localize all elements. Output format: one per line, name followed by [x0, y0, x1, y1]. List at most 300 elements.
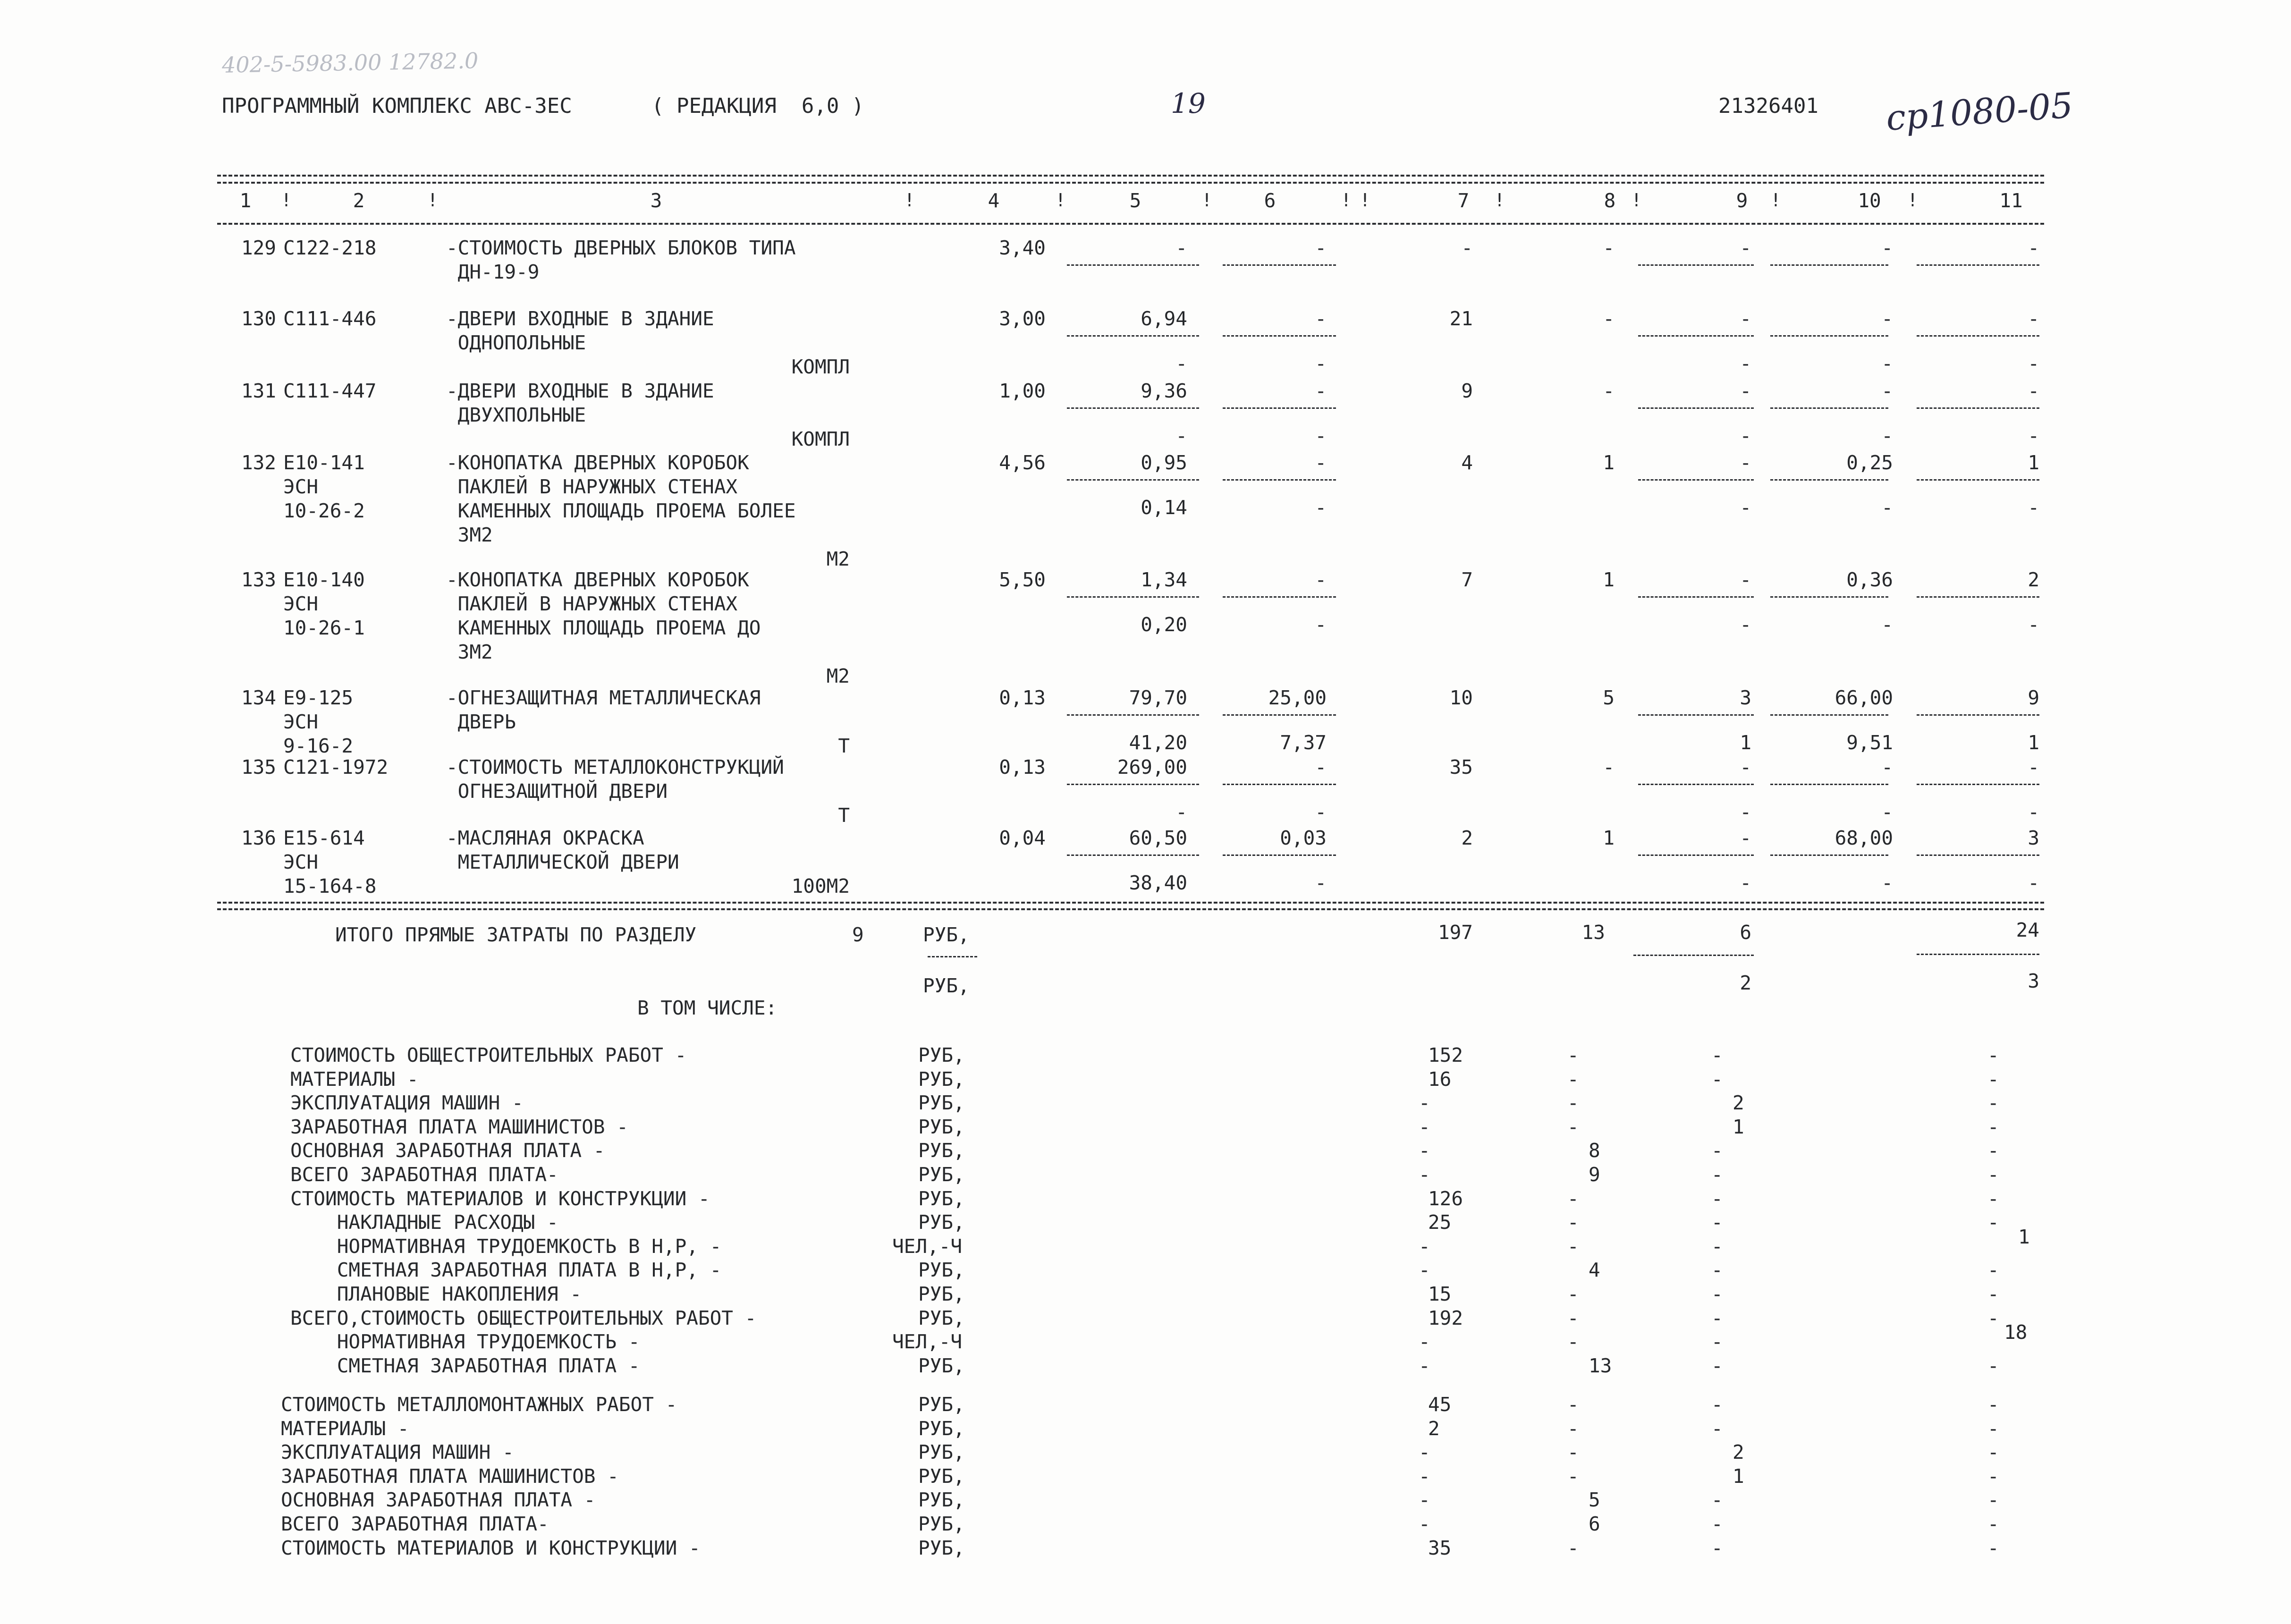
fraction-divider — [1770, 596, 1888, 598]
summary-machines: - — [1711, 1259, 1723, 1282]
total-wages: - — [1603, 237, 1615, 259]
summary-unit: РУБ, — [918, 1044, 965, 1066]
row-number: 133 — [241, 568, 276, 591]
total-wages: - — [1603, 756, 1615, 778]
summary-wages: 8 — [1589, 1139, 1600, 1162]
summary-labor: - — [1987, 1393, 1999, 1416]
labor-machinists-unit: - — [1881, 424, 1893, 447]
resource-code: С122-218 — [283, 237, 377, 259]
work-description: КАМЕННЫХ ПЛОЩАДЬ ПРОЕМА ДО — [446, 617, 761, 639]
column-separator: ! — [1631, 190, 1642, 211]
summary-cost: - — [1419, 1163, 1430, 1186]
row-number: 135 — [241, 756, 276, 778]
unit-cost-total: 0,95 — [1141, 451, 1187, 474]
summary-label: ВСЕГО,СТОИМОСТЬ ОБЩЕСТРОИТЕЛЬНЫХ РАБОТ - — [290, 1306, 757, 1329]
column-separator: ! — [1360, 190, 1370, 211]
totals-labor: 24 — [2016, 919, 2039, 941]
summary-unit: РУБ, — [918, 1489, 965, 1512]
unit-cost-machines: 25,00 — [1268, 686, 1327, 709]
unit-cost-machines: - — [1315, 756, 1327, 778]
summary-unit: РУБ, — [918, 1464, 965, 1488]
resource-code: 15-164-8 — [283, 875, 377, 897]
total-machines: - — [1740, 307, 1751, 330]
summary-wages: - — [1567, 1417, 1579, 1440]
fraction-divider — [1638, 596, 1754, 598]
unit-machinists-wages: - — [1315, 352, 1327, 375]
total-cost: - — [1461, 237, 1473, 259]
summary-machines: - — [1711, 1067, 1723, 1091]
summary-wages: 9 — [1589, 1163, 1600, 1186]
machinists-wages: - — [1740, 613, 1751, 636]
total-machines: - — [1740, 827, 1751, 849]
total-cost: 9 — [1461, 380, 1473, 402]
summary-labor: - — [1987, 1464, 1999, 1488]
fraction-divider — [1223, 784, 1336, 785]
fraction-divider — [1917, 335, 2039, 337]
labor-total: 3 — [2028, 827, 2039, 849]
labor-total: 1 — [2028, 451, 2039, 474]
totals-labor-machinists: 3 — [2028, 970, 2039, 992]
summary-unit: РУБ, — [918, 1393, 965, 1416]
fraction-divider — [1917, 714, 2039, 716]
totals-unit-divider — [928, 956, 977, 957]
work-description: ПАКЛЕЙ В НАРУЖНЫХ СТЕНАХ — [446, 592, 738, 615]
rows-bottom-rule — [217, 902, 2044, 904]
quantity: 5,50 — [999, 568, 1046, 591]
fraction-divider — [1067, 407, 1199, 409]
fraction-divider — [1917, 479, 2039, 481]
total-wages: - — [1603, 380, 1615, 402]
work-description: -МАСЛЯНАЯ ОКРАСКА — [446, 827, 644, 849]
summary-labor: - — [1987, 1163, 1999, 1186]
unit-wages: - — [1175, 352, 1187, 375]
summary-machines: - — [1711, 1044, 1723, 1066]
summary-cost: 15 — [1428, 1283, 1452, 1305]
totals-divider-11 — [1917, 954, 2039, 955]
summary-cost: 2 — [1428, 1417, 1440, 1440]
summary-machines: - — [1711, 1417, 1723, 1440]
summary-cost: - — [1419, 1091, 1430, 1115]
labor-per-unit: 66,00 — [1834, 686, 1893, 709]
summary-unit: РУБ, — [918, 1354, 965, 1377]
unit-wages: - — [1175, 424, 1187, 447]
fraction-divider — [1223, 479, 1336, 481]
total-cost: 7 — [1461, 568, 1473, 591]
work-description: ПАКЛЕЙ В НАРУЖНЫХ СТЕНАХ — [446, 475, 738, 498]
summary-cost: 152 — [1428, 1044, 1463, 1066]
summary-label: ЗАРАБОТНАЯ ПЛАТА МАШИНИСТОВ - — [281, 1464, 619, 1488]
fraction-divider — [1917, 854, 2039, 856]
totals-cost: 197 — [1437, 921, 1473, 944]
column-number: 1 — [239, 189, 252, 212]
fraction-divider — [1067, 479, 1199, 481]
summary-label: ВСЕГО ЗАРАБОТНАЯ ПЛАТА- — [290, 1163, 558, 1186]
work-description: -СТОИМОСТЬ ДВЕРНЫХ БЛОКОВ ТИПА — [446, 237, 796, 259]
summary-label: ВСЕГО ЗАРАБОТНАЯ ПЛАТА- — [281, 1513, 549, 1535]
summary-cost: - — [1419, 1464, 1430, 1488]
resource-code: С111-446 — [283, 307, 377, 330]
summary-labor: - — [1987, 1283, 1999, 1305]
labor-per-unit: - — [1881, 307, 1893, 330]
labor-per-unit: - — [1881, 380, 1893, 402]
fraction-divider — [1638, 479, 1754, 481]
summary-cost: - — [1419, 1489, 1430, 1512]
fraction-divider — [1770, 714, 1888, 716]
labor-machinists-unit: - — [1881, 496, 1893, 519]
fraction-divider — [1917, 784, 2039, 785]
summary-wages: - — [1567, 1067, 1579, 1091]
labor-machinists-unit: - — [1881, 613, 1893, 636]
fraction-divider — [1223, 714, 1336, 716]
quantity: 1,00 — [999, 380, 1046, 402]
row-number: 131 — [241, 380, 276, 402]
summary-wages: - — [1567, 1306, 1579, 1329]
summary-labor: - — [1987, 1067, 1999, 1091]
totals-unit: РУБ, — [923, 923, 970, 946]
summary-machines: 1 — [1733, 1115, 1744, 1138]
total-wages: 1 — [1603, 568, 1615, 591]
unit-machinists-wages: 7,37 — [1280, 731, 1327, 754]
resource-code: ЭСН — [283, 592, 319, 615]
unit-of-measure: КОМПЛ — [791, 355, 850, 378]
work-description: 3М2 — [446, 524, 493, 546]
unit-of-measure: М2 — [826, 665, 850, 687]
summary-machines: - — [1711, 1489, 1723, 1512]
machinists-wages: - — [1740, 424, 1751, 447]
summary-label: СТОИМОСТЬ МАТЕРИАЛОВ И КОНСТРУКЦИИ - — [281, 1536, 701, 1559]
totals-machines: 6 — [1740, 921, 1751, 944]
labor-per-unit: - — [1881, 756, 1893, 778]
summary-label: ЭКСПЛУАТАЦИЯ МАШИН - — [281, 1441, 514, 1464]
column-separator: ! — [1201, 190, 1212, 211]
total-cost: 4 — [1461, 451, 1473, 474]
summary-wages: - — [1567, 1330, 1579, 1353]
summary-cost: - — [1419, 1259, 1430, 1282]
total-machines: - — [1740, 756, 1751, 778]
work-description: -ОГНЕЗАЩИТНАЯ МЕТАЛЛИЧЕСКАЯ — [446, 686, 761, 709]
rows-bottom-rule-2 — [217, 908, 2044, 910]
fraction-divider — [1770, 264, 1888, 266]
fraction-divider — [1638, 407, 1754, 409]
work-description: ДН-19-9 — [446, 261, 540, 283]
row-number: 129 — [241, 237, 276, 259]
summary-unit: РУБ, — [918, 1283, 965, 1305]
summary-cost: 45 — [1428, 1393, 1452, 1416]
resource-code: Е10-141 — [283, 451, 365, 474]
summary-wages: - — [1567, 1235, 1579, 1258]
summary-wages: - — [1567, 1115, 1579, 1138]
fraction-divider — [1770, 407, 1888, 409]
quantity: 0,04 — [999, 827, 1046, 849]
fraction-divider — [1917, 264, 2039, 266]
summary-cost: - — [1419, 1139, 1430, 1162]
column-separator: ! — [1907, 190, 1918, 211]
work-description: -ДВЕРИ ВХОДНЫЕ В ЗДАНИЕ — [446, 380, 714, 402]
unit-wages: 0,20 — [1141, 613, 1187, 636]
fraction-divider — [1223, 335, 1336, 337]
labor-total: - — [2028, 237, 2039, 259]
summary-labor: - — [1987, 1513, 1999, 1535]
row-number: 132 — [241, 451, 276, 474]
summary-wages: - — [1567, 1211, 1579, 1234]
labor-machinists-total: - — [2028, 801, 2039, 823]
column-number: 3 — [650, 189, 662, 212]
labor-total: 9 — [2028, 686, 2039, 709]
work-description: МЕТАЛЛИЧЕСКОЙ ДВЕРИ — [446, 851, 679, 873]
totals-label: ИТОГО ПРЯМЫЕ ЗАТРАТЫ ПО РАЗДЕЛУ — [335, 923, 697, 946]
summary-cost: - — [1419, 1235, 1430, 1258]
summary-labor: - — [1987, 1044, 1999, 1066]
summary-labor: - — [1987, 1091, 1999, 1115]
unit-machinists-wages: - — [1315, 871, 1327, 894]
summary-cost: - — [1419, 1354, 1430, 1377]
summary-machines: - — [1711, 1330, 1723, 1353]
column-separator: ! — [1494, 190, 1505, 211]
work-description: ДВЕРЬ — [446, 710, 516, 733]
total-wages: - — [1603, 307, 1615, 330]
summary-unit: РУБ, — [918, 1091, 965, 1115]
summary-wages: - — [1567, 1464, 1579, 1488]
resource-code: 9-16-2 — [283, 735, 354, 757]
fraction-divider — [1770, 335, 1888, 337]
summary-label: СТОИМОСТЬ МЕТАЛЛОМОНТАЖНЫХ РАБОТ - — [281, 1393, 677, 1416]
unit-cost-machines: - — [1315, 307, 1327, 330]
total-machines: - — [1740, 380, 1751, 402]
labor-machinists-total: 1 — [2028, 731, 2039, 754]
column-separator: ! — [1055, 190, 1066, 211]
summary-label: ОСНОВНАЯ ЗАРАБОТНАЯ ПЛАТА - — [290, 1139, 605, 1162]
unit-cost-total: - — [1175, 237, 1187, 259]
summary-labor: - — [1987, 1354, 1999, 1377]
summary-labor: - — [1987, 1211, 1999, 1234]
labor-machinists-unit: 9,51 — [1846, 731, 1893, 754]
column-number: 2 — [353, 189, 365, 212]
total-machines: - — [1740, 451, 1751, 474]
unit-wages: 38,40 — [1129, 871, 1187, 894]
total-cost: 35 — [1449, 756, 1473, 778]
summary-labor: - — [1987, 1536, 1999, 1559]
summary-unit: РУБ, — [918, 1115, 965, 1138]
column-number: 9 — [1736, 189, 1748, 212]
labor-machinists-total: - — [2028, 613, 2039, 636]
summary-labor: - — [1987, 1187, 1999, 1210]
unit-of-measure: М2 — [826, 548, 850, 570]
total-cost: 21 — [1449, 307, 1473, 330]
labor-machinists-total: - — [2028, 352, 2039, 375]
quantity: 0,13 — [999, 756, 1046, 778]
resource-code: 10-26-2 — [283, 499, 365, 522]
total-cost: 10 — [1449, 686, 1473, 709]
total-wages: 1 — [1603, 451, 1615, 474]
column-separator: ! — [281, 190, 292, 211]
summary-unit: РУБ, — [918, 1067, 965, 1091]
summary-unit: РУБ, — [918, 1163, 965, 1186]
unit-machinists-wages: - — [1315, 801, 1327, 823]
labor-machinists-unit: - — [1881, 801, 1893, 823]
fraction-divider — [1223, 264, 1336, 266]
unit-cost-total: 1,34 — [1141, 568, 1187, 591]
summary-cost: - — [1419, 1441, 1430, 1464]
summary-wages: 4 — [1589, 1259, 1600, 1282]
edition: ( РЕДАКЦИЯ 6,0 ) — [651, 94, 864, 118]
summary-cost: 16 — [1428, 1067, 1452, 1091]
column-number: 11 — [1999, 189, 2023, 212]
column-number: 7 — [1457, 189, 1470, 212]
resource-code: ЭСН — [283, 851, 319, 873]
quantity: 0,13 — [999, 686, 1046, 709]
summary-unit: РУБ, — [918, 1259, 965, 1282]
total-cost: 2 — [1461, 827, 1473, 849]
unit-wages: 0,14 — [1141, 496, 1187, 519]
machinists-wages: - — [1740, 496, 1751, 519]
fraction-divider — [1770, 784, 1888, 785]
summary-labor: - — [1987, 1115, 1999, 1138]
summary-label: МАТЕРИАЛЫ - — [281, 1417, 409, 1440]
fraction-divider — [1067, 854, 1199, 856]
total-machines: - — [1740, 237, 1751, 259]
resource-code: ЭСН — [283, 475, 319, 498]
total-wages: 1 — [1603, 827, 1615, 849]
page-number: 19 — [1171, 87, 1206, 119]
including-label: В ТОМ ЧИСЛЕ: — [637, 997, 778, 1019]
column-separator: ! — [904, 190, 915, 211]
column-separator: ! — [1770, 190, 1781, 211]
top-rule-2 — [217, 182, 2044, 184]
summary-machines: 2 — [1733, 1091, 1744, 1115]
resource-code: 10-26-1 — [283, 617, 365, 639]
unit-wages: 41,20 — [1129, 731, 1187, 754]
totals-wages: 13 — [1581, 921, 1605, 944]
machinists-wages: - — [1740, 871, 1751, 894]
quantity: 4,56 — [999, 451, 1046, 474]
summary-unit: РУБ, — [918, 1211, 965, 1234]
program-title: ПРОГРАММНЫЙ КОМПЛЕКС АВС-3ЕС — [222, 94, 572, 118]
work-description: -ДВЕРИ ВХОДНЫЕ В ЗДАНИЕ — [446, 307, 714, 330]
summary-label: ОСНОВНАЯ ЗАРАБОТНАЯ ПЛАТА - — [281, 1489, 596, 1512]
summary-unit: ЧЕЛ,-Ч — [892, 1235, 963, 1258]
fraction-divider — [1067, 784, 1199, 785]
total-machines: 3 — [1740, 686, 1751, 709]
summary-wages: - — [1567, 1044, 1579, 1066]
labor-machinists-total: - — [2028, 871, 2039, 894]
summary-cost: - — [1419, 1115, 1430, 1138]
totals-section: 9 — [852, 923, 864, 946]
fraction-divider — [1917, 596, 2039, 598]
summary-cost: 126 — [1428, 1187, 1463, 1210]
summary-wages: - — [1567, 1283, 1579, 1305]
work-description: ОГНЕЗАЩИТНОЙ ДВЕРИ — [446, 780, 668, 803]
summary-wages: - — [1567, 1091, 1579, 1115]
fraction-divider — [1067, 335, 1199, 337]
top-rule — [217, 175, 2044, 177]
summary-label: МАТЕРИАЛЫ - — [290, 1067, 419, 1091]
summary-machines: - — [1711, 1354, 1723, 1377]
summary-label: СМЕТНАЯ ЗАРАБОТНАЯ ПЛАТА В Н,Р, - — [290, 1259, 722, 1282]
summary-unit: ЧЕЛ,-Ч — [892, 1330, 963, 1353]
fraction-divider — [1223, 854, 1336, 856]
summary-unit: РУБ, — [918, 1306, 965, 1329]
fraction-divider — [1223, 596, 1336, 598]
summary-wages: - — [1567, 1441, 1579, 1464]
unit-cost-machines: - — [1315, 380, 1327, 402]
unit-cost-total: 79,70 — [1129, 686, 1187, 709]
work-description: ОДНОПОЛЬНЫЕ — [446, 331, 586, 354]
summary-labor: - — [1987, 1417, 1999, 1440]
column-number: 4 — [988, 189, 1000, 212]
labor-machinists-unit: - — [1881, 352, 1893, 375]
summary-cost: 192 — [1428, 1306, 1463, 1329]
machinists-wages: 1 — [1740, 731, 1751, 754]
labor-total: - — [2028, 307, 2039, 330]
work-description: ДВУХПОЛЬНЫЕ — [446, 404, 586, 426]
summary-wages: 13 — [1589, 1354, 1612, 1377]
fraction-divider — [1067, 596, 1199, 598]
column-number: 8 — [1604, 189, 1616, 212]
unit-cost-machines: - — [1315, 451, 1327, 474]
row-number: 134 — [241, 686, 276, 709]
header-bottom-rule — [217, 223, 2044, 225]
fraction-divider — [1917, 407, 2039, 409]
summary-wages: - — [1567, 1393, 1579, 1416]
summary-labor: - — [1987, 1489, 1999, 1512]
total-machines: - — [1740, 568, 1751, 591]
labor-total: - — [2028, 756, 2039, 778]
unit-of-measure: Т — [838, 735, 850, 757]
unit-cost-machines: - — [1315, 568, 1327, 591]
labor-machinists-total: - — [2028, 424, 2039, 447]
work-description: -СТОИМОСТЬ МЕТАЛЛОКОНСТРУКЦИЙ — [446, 756, 784, 778]
row-number: 130 — [241, 307, 276, 330]
summary-unit: РУБ, — [918, 1187, 965, 1210]
summary-label: СМЕТНАЯ ЗАРАБОТНАЯ ПЛАТА - — [290, 1354, 640, 1377]
column-separator: ! — [427, 190, 438, 211]
summary-wages: 5 — [1589, 1489, 1600, 1512]
fraction-divider — [1223, 407, 1336, 409]
summary-wages: - — [1567, 1536, 1579, 1559]
row-number: 136 — [241, 827, 276, 849]
unit-of-measure: 100М2 — [791, 875, 850, 897]
summary-unit: РУБ, — [918, 1139, 965, 1162]
summary-machines: - — [1711, 1283, 1723, 1305]
summary-machines: - — [1711, 1139, 1723, 1162]
fraction-divider — [1638, 854, 1754, 856]
summary-machines: 2 — [1733, 1441, 1744, 1464]
column-separator: ! — [1341, 190, 1352, 211]
summary-machines: - — [1711, 1513, 1723, 1535]
summary-wages: 6 — [1589, 1513, 1600, 1535]
labor-total: 2 — [2028, 568, 2039, 591]
summary-label: НАКЛАДНЫЕ РАСХОДЫ - — [290, 1211, 558, 1234]
resource-code: Е15-614 — [283, 827, 365, 849]
machinists-wages: - — [1740, 801, 1751, 823]
fraction-divider — [1638, 335, 1754, 337]
summary-labor: 18 — [2004, 1321, 2028, 1344]
labor-per-unit: 0,25 — [1846, 451, 1893, 474]
summary-machines: - — [1711, 1211, 1723, 1234]
unit-of-measure: Т — [838, 804, 850, 827]
labor-per-unit: 68,00 — [1834, 827, 1893, 849]
summary-cost: 25 — [1428, 1211, 1452, 1234]
resource-code: Е9-125 — [283, 686, 354, 709]
totals-machinists: 2 — [1740, 972, 1751, 994]
resource-code: Е10-140 — [283, 568, 365, 591]
labor-machinists-total: - — [2028, 496, 2039, 519]
unit-cost-total: 9,36 — [1141, 380, 1187, 402]
unit-cost-total: 269,00 — [1117, 756, 1187, 778]
work-description: -КОНОПАТКА ДВЕРНЫХ КОРОБОК — [446, 568, 749, 591]
unit-machinists-wages: - — [1315, 424, 1327, 447]
unit-cost-total: 6,94 — [1141, 307, 1187, 330]
